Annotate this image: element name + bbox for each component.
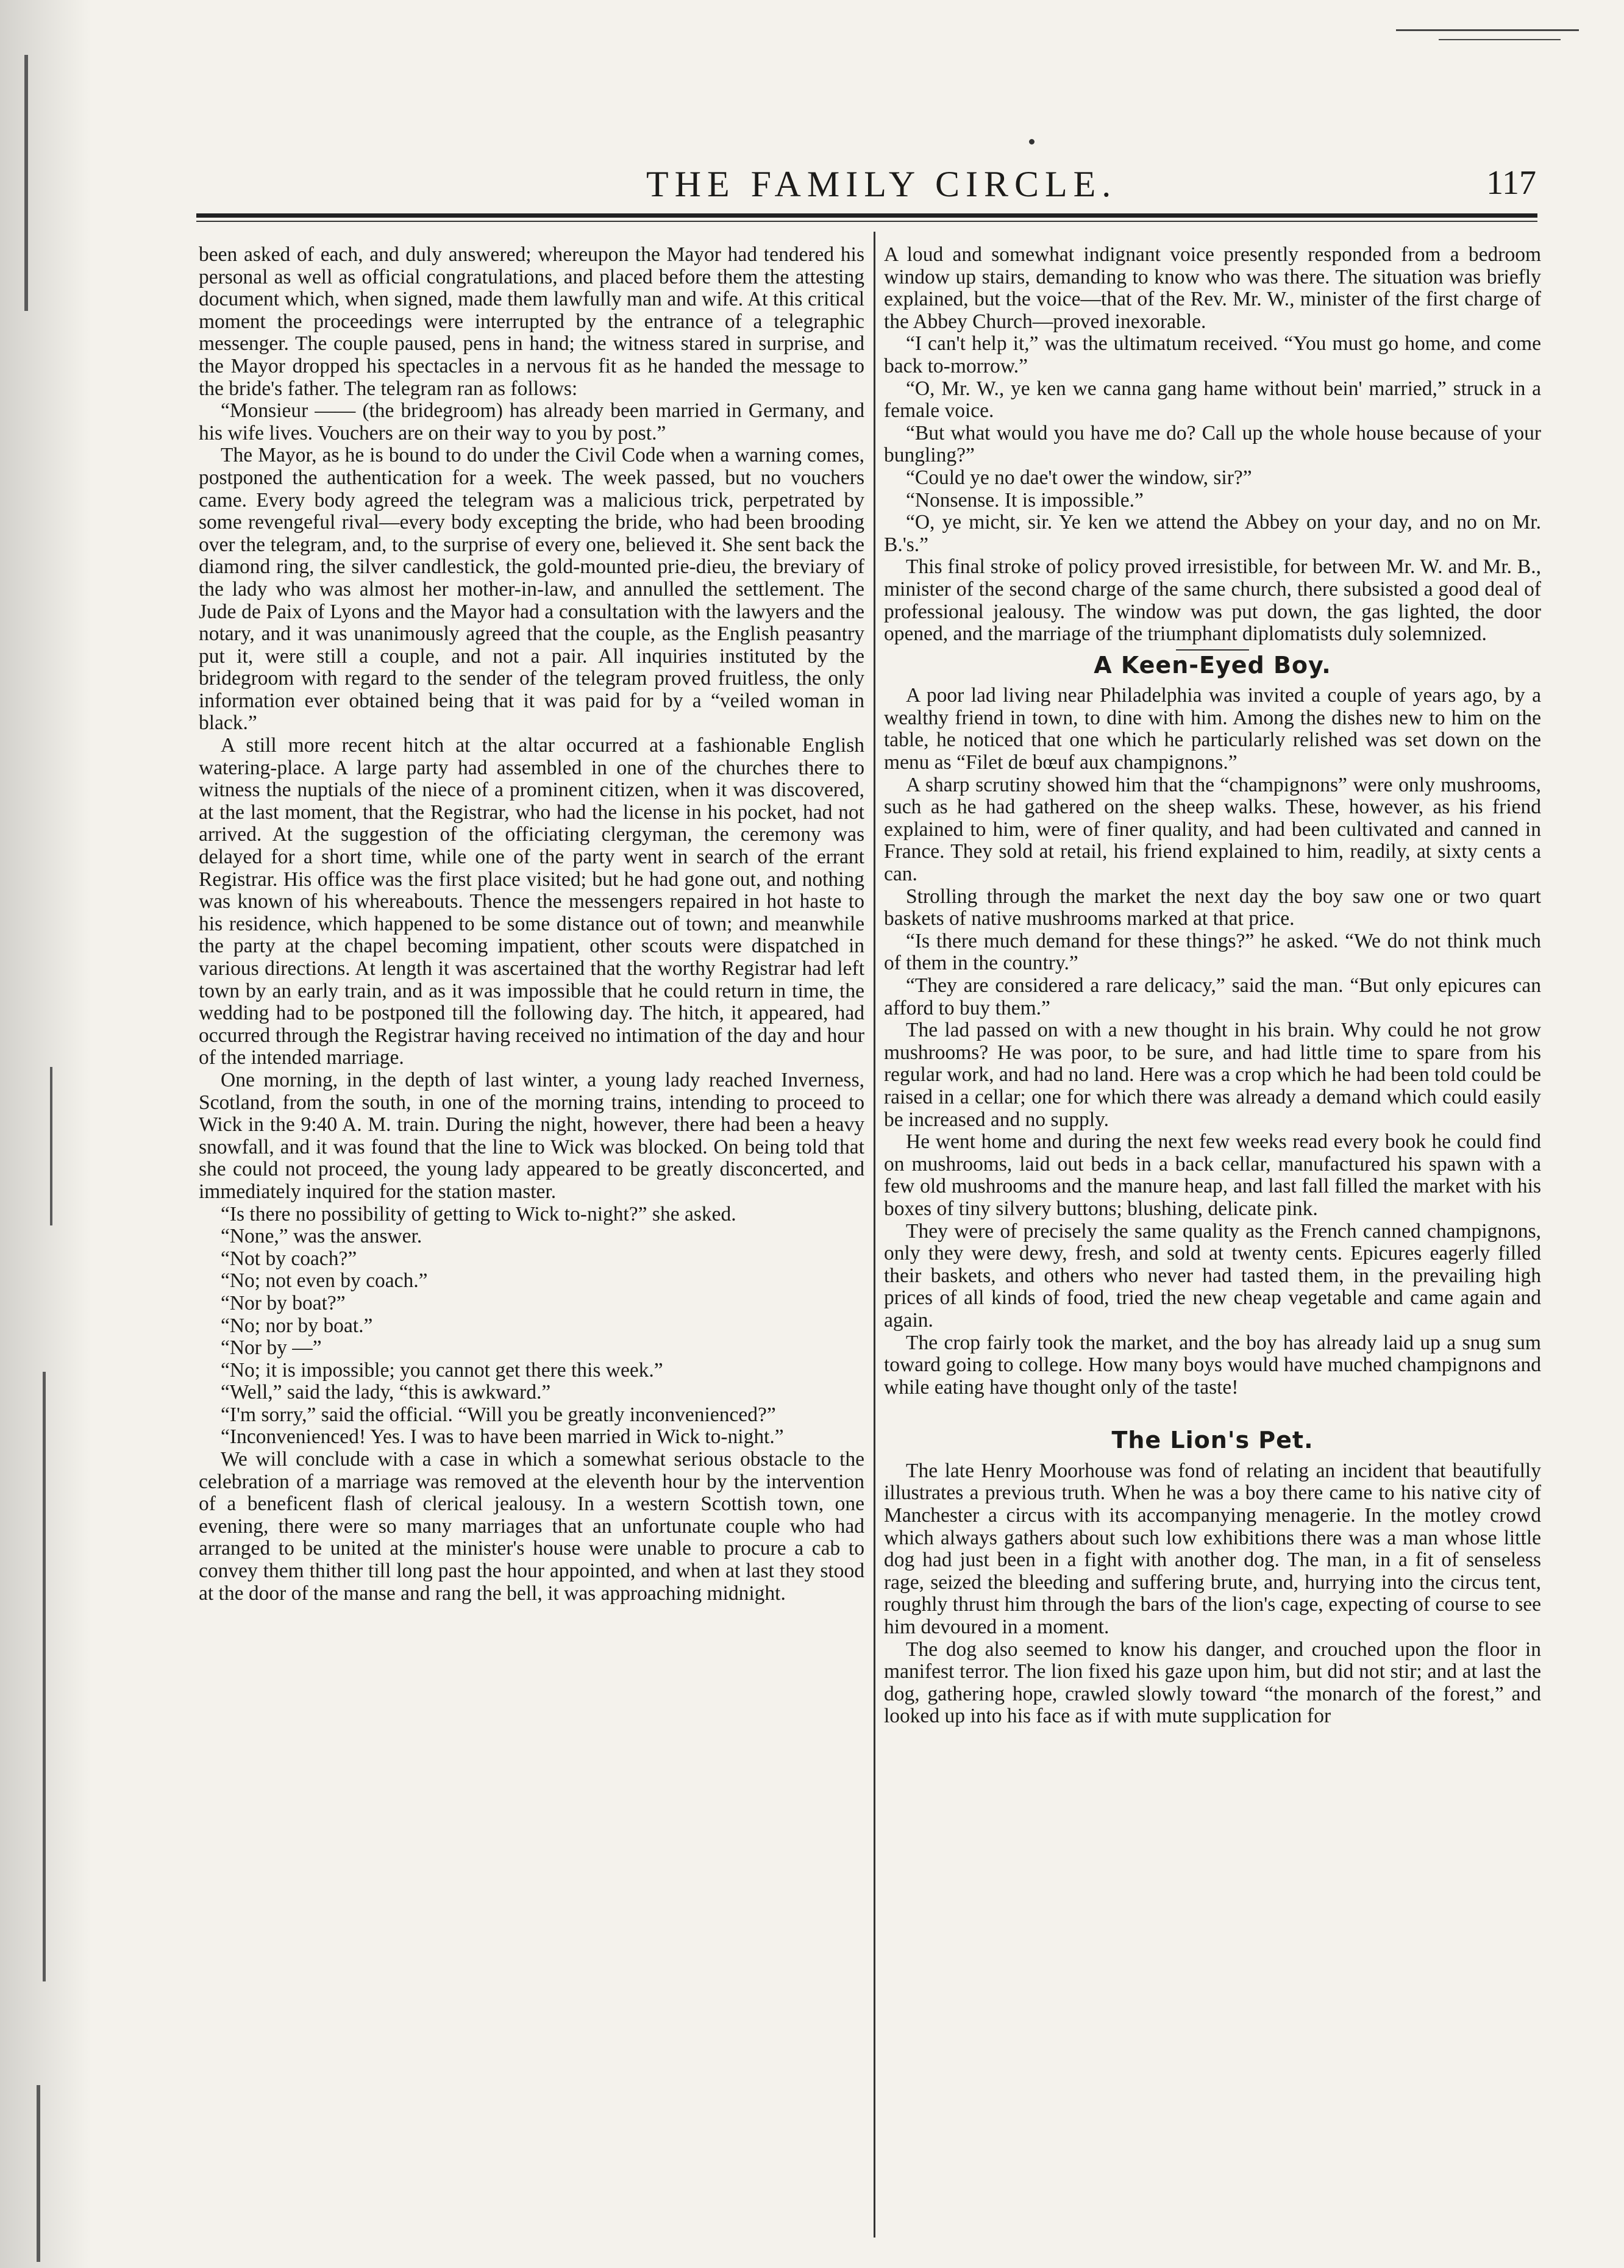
paragraph: “No; not even by coach.” — [221, 1269, 428, 1293]
paragraph: “But what would you have me do? Call up the whole house because of your bungling?” — [884, 421, 1541, 467]
header-rule — [196, 213, 1537, 218]
scan-artifact — [1439, 39, 1561, 40]
paragraph: “Nor by boat?” — [221, 1291, 346, 1314]
page-number: 117 — [1486, 164, 1536, 202]
paragraph: been asked of each, and duly answered; whereupon the Mayor had tendered his personal as well as official congratulations, and placed before them the attesting document which, when signed, made them lawfully man and wife. At this critical moment the proceedings were interrupted by the entrance of a telegraphic messenger. The couple paused, pens in hand; the witness stared in surprise, and the Mayor dropped his spectacles in a nervous fit as he handed the message to the bride's father. The telegram ran as follows: — [199, 243, 864, 400]
paragraph: A still more recent hitch at the altar occurred at a fashionable English watering-place. A large party had assembled in one of the churches there to witness the nuptials of the niece of a prominent citizen, when it was discovered, at the last moment, that the Registrar, who had the license in his pocket, had not arrived. At the suggestion of the officiating clergyman, the ceremony was delayed for a short time, while one of the party went in search of the errant Registrar. His office was the first place visited; but he had gone out, and nothing was known of his whereabouts. Thence the messengers repaired in hot haste to his residence, which happened to be some distance out of town; and meanwhile the party at the chapel becoming impatient, other scouts were dispatched in various directions. At length it was ascertained that the worthy Registrar had left town by an early train, and as it was impossible that he could return in time, the wedding had to be postponed till the following day. The hitch, it appeared, had occurred through the Registrar having received no intimation of the day and hour of the intended marriage. — [199, 734, 864, 1069]
binding-mark — [24, 55, 28, 311]
paragraph: They were of precisely the same quality as the French canned champignons, only they were dewy, fresh, and sold at twenty cents. Epicures eagerly filled their baskets, and others who never had tasted them, in the prevailing high prices of all kinds of food, tried the new cheap vegetable and came again and again. — [884, 1219, 1541, 1332]
binding-mark — [50, 1067, 52, 1225]
paragraph: One morning, in the depth of last winter, a young lady reached Inverness, Scotland, from the south, in one of the morning trains, intending to proceed to Wick in the 9:40 A. M. train. During the night, however, there had been a heavy snowfall, and it was found that the line to Wick was blocked. On being told that she could not proceed, the young lady appeared to be greatly disconcerted, and immediately inquired for the station master. — [199, 1068, 864, 1203]
binding-mark — [43, 1372, 46, 1981]
paragraph: “Inconvenienced! Yes. I was to have been married in Wick to-night.” — [221, 1425, 784, 1449]
paragraph: “Well,” said the lady, “this is awkward.” — [221, 1381, 551, 1404]
paragraph: A sharp scrutiny showed him that the “champignons” were only mushrooms, such as he had gathered on the sheep walks. These, however, as his friend explained to him, were of finer quality, and had been cultivated and canned in France. They sold at retail, his friend explained to him, readily, at sixty cents a can. — [884, 773, 1541, 886]
scan-artifact — [1029, 139, 1035, 144]
column-divider — [874, 232, 875, 2238]
paragraph: The crop fairly took the market, and the boy has already laid up a snug sum toward going to college. How many boys would have muched champignons and while eating have thought only of the taste! — [884, 1331, 1541, 1399]
binding-shadow — [0, 0, 91, 2268]
paragraph: This final stroke of policy proved irresistible, for between Mr. W. and Mr. B., minister of the second charge of the same church, there subsisted a good deal of professional jealousy. The window was put down, the gas lighted, the door opened, and the marriage of the triumphant diplomatists duly solemnized. — [884, 555, 1541, 646]
right-column — [884, 244, 1541, 1728]
paragraph: “O, Mr. W., ye ken we canna gang hame without bein' married,” struck in a female voice. — [884, 377, 1541, 423]
paragraph: The Mayor, as he is bound to do under the Civil Code when a warning comes, postponed the authentication for a week. The week passed, but no vouchers came. Every body agreed the telegram was a malicious trick, perpetrated by some revengeful rival—every body excepting the bride, who had been brooding over the telegram, and, to the surprise of every one, believed it. She sent back the diamond ring, the silver candlestick, the gold-mounted prie-dieu, the breviary of the lady who was almost her mother-in-law, and annulled the settlement. The Jude de Paix of Lyons and the Mayor had a consultation with the lawyers and the notary, and it was unanimously agreed that the couple, as the English peasantry put it, were still a couple, and not a pair. All inquiries instituted by the bridegroom with regard to the sender of the telegram proved fruitless, the only information ever obtained being that it was paid for by a “veiled woman in black.” — [199, 444, 864, 735]
paragraph: “Is there no possibility of getting to Wick to-night?” she asked. — [221, 1202, 736, 1225]
paragraph: “O, ye micht, sir. Ye ken we attend the Abbey on your day, and no on Mr. B.'s.” — [884, 511, 1541, 556]
header-rule-thin — [196, 221, 1537, 222]
paragraph: A poor lad living near Philadelphia was invited a couple of years ago, by a wealthy friend in town, to dine with him. Among the dishes new to him on the table, he noticed that one which he particularly relished was set down on the menu as “Filet de bœuf aux champignons.” — [884, 684, 1541, 774]
paragraph: Strolling through the market the next day the boy saw one or two quart baskets of native mushrooms marked at that price. — [884, 885, 1541, 930]
running-title: THE FAMILY CIRCLE. — [646, 164, 1117, 204]
paragraph: “Is there much demand for these things?” he asked. “We do not think much of them in the country.” — [884, 929, 1541, 975]
paragraph: “None,” was the answer. — [221, 1225, 422, 1248]
page-header — [195, 163, 1536, 212]
paragraph: “Monsieur —— (the bridegroom) has already been married in Germany, and his wife lives. Vouchers are on their way to you by post.” — [199, 399, 864, 444]
paragraph: “I can't help it,” was the ultimatum received. “You must go home, and come back to-morrow.” — [884, 332, 1541, 377]
paragraph: “They are considered a rare delicacy,” said the man. “But only epicures can afford to buy them.” — [884, 974, 1541, 1019]
paragraph: “No; it is impossible; you cannot get there this week.” — [221, 1358, 663, 1382]
left-column — [199, 244, 864, 1605]
paragraph: We will conclude with a case in which a somewhat serious obstacle to the celebration of a marriage was removed at the eleventh hour by the intervention of a beneficent flash of clerical jealousy. In a western Scottish town, one evening, there were so many marriages that an unfortunate couple who had arranged to be united at the minister's house were unable to procure a cab to convey them thither till long past the hour appointed, and when at last they stood at the door of the manse and rang the bell, it was approaching midnight. — [199, 1448, 864, 1605]
paragraph: “Not by coach?” — [221, 1247, 357, 1270]
section-title: A Keen-Eyed Boy. — [1094, 651, 1331, 679]
paragraph: “Could ye no dae't ower the window, sir?” — [906, 466, 1252, 489]
paragraph: The lad passed on with a new thought in his brain. Why could he not grow mushrooms? He was poor, to be sure, and had little time to spare from his regular work, and had no land. Here was a crop which he had been told could be raised in a cellar; one for which there was already a demand which could easily be increased and no supply. — [884, 1019, 1541, 1131]
paragraph: “I'm sorry,” said the official. “Will you be greatly inconvenienced?” — [221, 1403, 776, 1426]
paragraph: The dog also seemed to know his danger, and crouched upon the floor in manifest terror. The lion fixed his gaze upon him, but did not stir; and at last the dog, gathering hope, crawled slowly toward “the monarch of the forest,” and looked up into his face as if with mute supplication for — [884, 1638, 1541, 1728]
paragraph: A loud and somewhat indignant voice presently responded from a bedroom window up stairs, demanding to know who was there. The situation was briefly explained, but the voice—that of the Rev. Mr. W., minister of the first charge of the Abbey Church—proved inexorable. — [884, 243, 1541, 333]
section-title: The Lion's Pet. — [1111, 1427, 1314, 1454]
paragraph: The late Henry Moorhouse was fond of relating an incident that beautifully illustrates a previous truth. When he was a boy there came to his native city of Manchester a circus with its accompanying menagerie. In the motley crowd which always gathers about such low exhibitions there was a man whose little dog had just been in a fight with another dog. The man, in a fit of senseless rage, seized the bleeding and suffering brute, and, hurrying into the circus tent, roughly thrust him through the bars of the lion's cage, expecting of course to see him devoured in a moment. — [884, 1459, 1541, 1639]
scan-artifact — [1396, 29, 1579, 31]
binding-mark — [37, 2085, 40, 2262]
paragraph: “Nonsense. It is impossible.” — [906, 488, 1144, 512]
paragraph: “Nor by —” — [221, 1336, 322, 1360]
section-divider — [1176, 649, 1249, 651]
paragraph: “No; nor by boat.” — [221, 1314, 373, 1337]
paragraph: He went home and during the next few weeks read every book he could find on mushrooms, laid out beds in a back cellar, manufactured his spawn with a few old mushrooms and the manure heap, and last fall filled the market with his boxes of tiny silvery buttons; blushing, delicate pink. — [884, 1130, 1541, 1220]
